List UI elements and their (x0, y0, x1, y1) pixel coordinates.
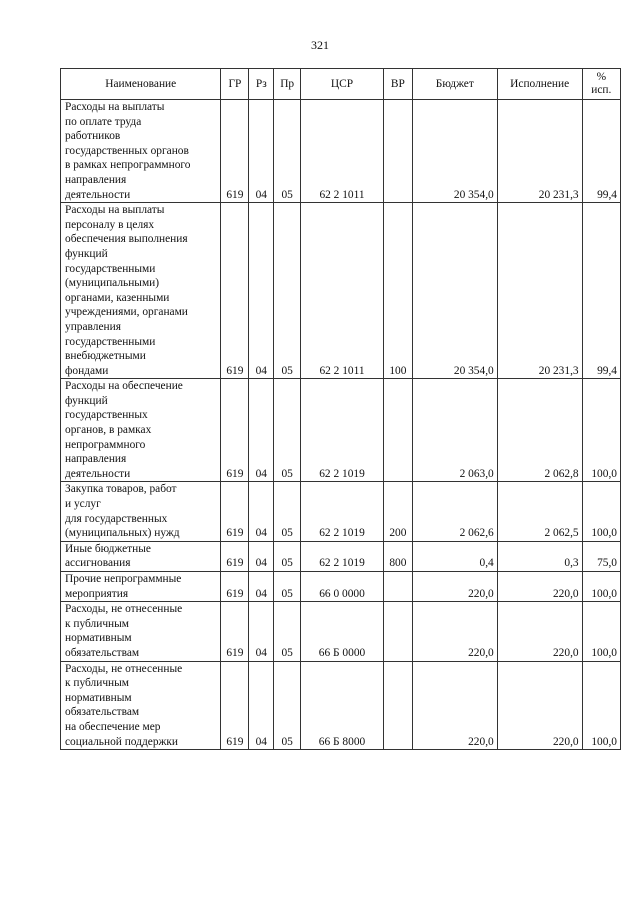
table-row (61, 572, 621, 602)
row-rz: 04 (249, 661, 274, 750)
row-rz: 04 (249, 572, 274, 602)
row-execution: 20 231,3 (497, 203, 582, 379)
row-percent: 99,4 (582, 203, 620, 379)
row-name: Иные бюджетные ассигнования (61, 541, 221, 571)
row-vr (383, 602, 412, 661)
row-vr (383, 661, 412, 750)
row-csr: 66 Б 8000 (301, 661, 384, 750)
row-csr: 62 2 1011 (301, 100, 384, 203)
row-execution: 20 231,3 (497, 100, 582, 203)
header-gr: ГР (221, 69, 249, 100)
row-gr: 619 (221, 661, 249, 750)
row-name: Расходы, не отнесенные к публичным нормативным обязательствам на обеспечение мер социальной поддержки (61, 661, 221, 750)
row-name: Закупка товаров, работ и услуг для государственных (муниципальных) нужд (61, 482, 221, 541)
row-csr: 62 2 1019 (301, 379, 384, 482)
row-budget: 220,0 (412, 661, 497, 750)
header-vr: ВР (383, 69, 412, 100)
row-execution: 220,0 (497, 572, 582, 602)
row-gr: 619 (221, 541, 249, 571)
row-csr: 66 0 0000 (301, 572, 384, 602)
budget-execution-table (60, 68, 621, 750)
row-vr: 100 (383, 203, 412, 379)
row-percent: 100,0 (582, 379, 620, 482)
row-budget: 2 063,0 (412, 379, 497, 482)
table-row (61, 661, 621, 750)
row-budget: 20 354,0 (412, 203, 497, 379)
row-csr: 62 2 1019 (301, 482, 384, 541)
row-vr: 800 (383, 541, 412, 571)
row-gr: 619 (221, 482, 249, 541)
row-name: Расходы, не отнесенные к публичным нормативным обязательствам (61, 602, 221, 661)
row-name: Прочие непрограммные мероприятия (61, 572, 221, 602)
page-number: 321 (311, 38, 329, 52)
row-name: Расходы на выплаты по оплате труда работников государственных органов в рамках непрограммного направления деятельности (61, 100, 221, 203)
row-pr: 05 (274, 100, 301, 203)
table-row (61, 379, 621, 482)
row-gr: 619 (221, 100, 249, 203)
row-rz: 04 (249, 541, 274, 571)
row-rz: 04 (249, 602, 274, 661)
table-row (61, 100, 621, 203)
row-csr: 66 Б 0000 (301, 602, 384, 661)
row-vr (383, 100, 412, 203)
row-pr: 05 (274, 541, 301, 571)
row-budget: 220,0 (412, 602, 497, 661)
row-pr: 05 (274, 379, 301, 482)
row-rz: 04 (249, 100, 274, 203)
header-pr: Пр (274, 69, 301, 100)
row-percent: 75,0 (582, 541, 620, 571)
row-pr: 05 (274, 661, 301, 750)
row-rz: 04 (249, 482, 274, 541)
row-execution: 2 062,5 (497, 482, 582, 541)
table-row (61, 602, 621, 661)
row-rz: 04 (249, 379, 274, 482)
row-vr (383, 379, 412, 482)
row-csr: 62 2 1011 (301, 203, 384, 379)
table-header-row (61, 69, 621, 100)
table-row (61, 203, 621, 379)
row-execution: 220,0 (497, 602, 582, 661)
row-vr: 200 (383, 482, 412, 541)
row-percent: 100,0 (582, 572, 620, 602)
header-rz: Рз (249, 69, 274, 100)
row-percent: 100,0 (582, 482, 620, 541)
row-percent: 100,0 (582, 661, 620, 750)
row-gr: 619 (221, 203, 249, 379)
row-budget: 220,0 (412, 572, 497, 602)
row-percent: 99,4 (582, 100, 620, 203)
row-pr: 05 (274, 602, 301, 661)
row-budget: 20 354,0 (412, 100, 497, 203)
row-vr (383, 572, 412, 602)
table-row (61, 541, 621, 571)
row-pr: 05 (274, 203, 301, 379)
row-budget: 0,4 (412, 541, 497, 571)
header-budget: Бюджет (412, 69, 497, 100)
row-pr: 05 (274, 572, 301, 602)
row-rz: 04 (249, 203, 274, 379)
header-execution: Исполнение (497, 69, 582, 100)
row-execution: 0,3 (497, 541, 582, 571)
header-name: Наименование (61, 69, 221, 100)
row-name: Расходы на обеспечение функций государственных органов, в рамках непрограммного направления деятельности (61, 379, 221, 482)
row-name: Расходы на выплаты персоналу в целях обеспечения выполнения функций государственными (муниципальными) органами, казенными учреждениями, органами управления государственными внебюджетными фондами (61, 203, 221, 379)
row-percent: 100,0 (582, 602, 620, 661)
row-gr: 619 (221, 572, 249, 602)
row-gr: 619 (221, 602, 249, 661)
row-gr: 619 (221, 379, 249, 482)
row-budget: 2 062,6 (412, 482, 497, 541)
row-execution: 220,0 (497, 661, 582, 750)
row-pr: 05 (274, 482, 301, 541)
table-row (61, 482, 621, 541)
row-execution: 2 062,8 (497, 379, 582, 482)
header-csr: ЦСР (301, 69, 384, 100)
row-csr: 62 2 1019 (301, 541, 384, 571)
header-percent: % исп. (582, 69, 620, 100)
